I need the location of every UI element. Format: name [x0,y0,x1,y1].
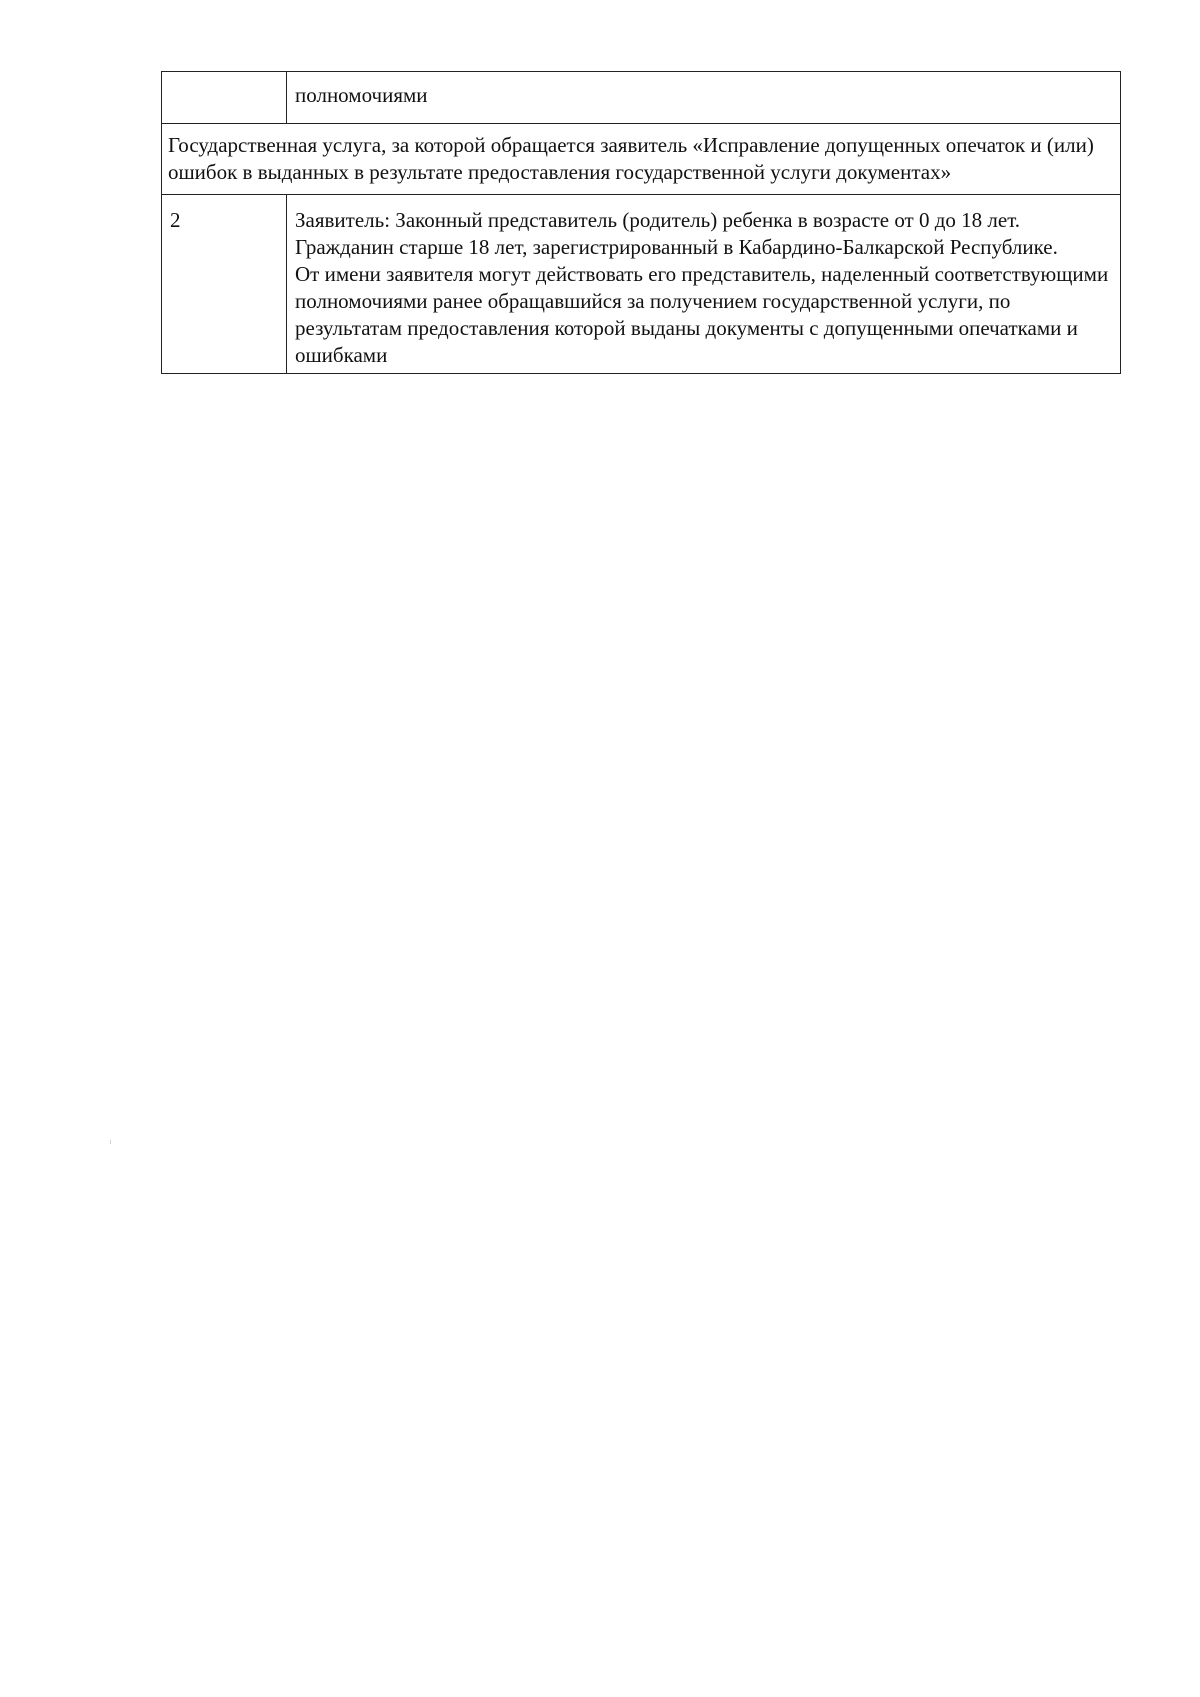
scan-artifact [110,1140,111,1144]
applicant-legal-representative-text: Заявитель: Законный представитель (родитель) ребенка в возрасте от 0 до 18 лет. [295,208,1021,232]
table-row [162,72,1121,124]
row-number-cell [162,72,287,124]
table-row [162,195,1121,374]
applicant-table [161,71,1121,374]
applicant-description-cell [287,195,1121,374]
description-cell: полномочиями [287,72,1121,124]
service-heading-cell: Государственная услуга, за которой обращается заявитель «Исправление допущенных опечаток и (или) ошибок в выданных в результате предоставления государственной услуги документах» [162,124,1121,195]
table-row [162,124,1121,195]
applicant-representative-text: От имени заявителя могут действовать его представитель, наделенный соответствующими полномочиями ранее обращавшийся за получением государственной услуги, по результатам предоставления которой выданы документы с допущенными опечатками и ошибками [295,262,1109,367]
applicant-citizen-text: Гражданин старше 18 лет, зарегистрированный в Кабардино-Балкарской Республике. [295,235,1058,259]
row-number-cell: 2 [162,195,287,374]
